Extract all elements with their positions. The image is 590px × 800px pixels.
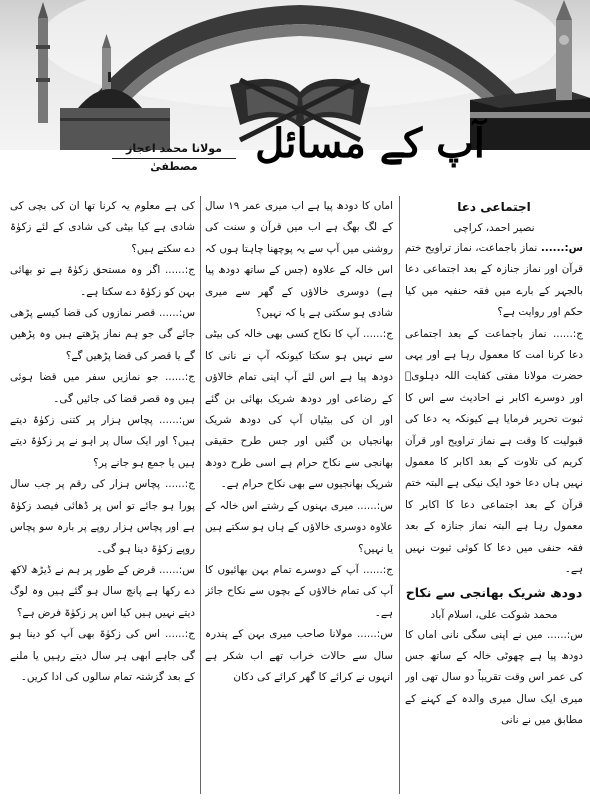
question-text: س:...... قصر نمازوں کی قضا کیسے پڑھی جائے گی جو ہم نماز پڑھتے ہیں وہ پڑھیں گے یا قصر کی قضا پڑھیں گے؟ [10, 307, 195, 362]
question-text: س:...... نماز باجماعت، نماز تراویح ختم قرآن اور نماز جنازہ کے بعد اجتماعی دعا بالجہر کے بارے میں فقہ حنفیہ میں کیا حکم اور روایت ہے؟ [405, 242, 583, 319]
answer-text: ج:...... پچاس ہزار کی رقم پر جب سال پورا ہو جائے تو اس پر ڈھائی فیصد زکوٰۃ ہے اور پچاس ہزار روپے پر بارہ سو پچاس روپے زکوٰۃ دینا ہو گی۔ [10, 478, 195, 555]
author-byline: مولانا محمد اعجاز مصطفیٰ [112, 140, 236, 159]
section-heading: اجتماعی دعا [457, 200, 531, 214]
column-middle [205, 196, 393, 794]
question-text: س:...... مولانا صاحب میری بہن کے پندرہ سال سے حالات خراب تھے اب شکر ہے انہوں نے کرائے کا گھر کرائے کی دکان [205, 628, 393, 683]
page-title: آپ کے مسائل [255, 120, 485, 167]
column-right [405, 196, 583, 794]
answer-text: ج:...... اگر وہ مستحق زکوٰۃ ہے تو بھائی بہن کو زکوٰۃ دے سکتا ہے۔ [10, 264, 195, 298]
question-text: س:...... قرض کے طور پر ہم نے ڈیڑھ لاکھ دے رکھا ہے پانچ سال ہو گئے ہیں وہ لوگ دیتے نہیں ہیں کیا اس پر زکوٰۃ فرض ہے؟ [10, 563, 195, 619]
question-author: محمد شوکت علی، اسلام آباد [430, 608, 558, 621]
question-text: س:...... پچاس ہزار پر کتنی زکوٰۃ دیتے ہیں؟ اور ایک سال پر اہو نے پر زکوٰۃ دیتے ہیں یا جمع ہو جانے پر؟ [10, 414, 195, 469]
answer-text: ج:...... آپ کے دوسرے تمام بہن بھائیوں کا آپ کی تمام خالاؤں کے بچوں سے نکاح جائز ہے۔ [205, 563, 393, 619]
question-text: س:...... میری بہنوں کے رشتے اس خالہ کے علاوہ دوسری خالاؤں کے ہاں ہو سکتے ہیں یا نہیں؟ [205, 499, 393, 555]
column-left [10, 196, 195, 794]
question-text: اماں کا دودھ پیا ہے اب میری عمر ۱۹ سال کے لگ بھگ ہے اب میں قرآن و سنت کی روشنی میں آپ سے یہ پوچھنا چاہتا ہوں کہ اس خالہ کے علاوہ (جس کے ساتھ دودھ پیا ہے) دوسری خالاؤں کے گھر سے میری شادی ہو سکتی ہے یا کہ نہیں؟ [205, 200, 393, 320]
answer-text: ج:...... آپ کا نکاح کسی بھی خالہ کی بیٹی سے نہیں ہو سکتا کیونکہ آپ نے نانی کا دودھ پیا ہے اس لئے آپ اپنی تمام خالاؤں کے رضاعی اور دودھ شریک بھائی بن گئے اور ان کی بیٹیاں آپ کی دودھ شریک بھانجیاں بن گئیں اور جس طرح حقیقی بھانجی سے نکاح حرام ہے اسی طرح دودھ شریک بھانجیوں سے بھی نکاح حرام ہے۔ [205, 328, 393, 491]
answer-text: ج:...... جو نمازیں سفر میں قضا ہوئی ہیں وہ قصر قضا کی جائیں گی۔ [10, 371, 195, 405]
answer-text: ج:...... اس کی زکوٰۃ بھی آپ کو دینا ہو گی جاہے ابھی ہر سال دیتے رہیں یا ملنے کے بعد گزشتہ تمام سالوں کی ادا کریں۔ [10, 628, 195, 683]
question-text: س:...... میں نے اپنی سگی نانی اماں کا دودھ پیا ہے چھوٹی خالہ کے ساتھ جس کی عمر اس وقت تقریباً دو سال تھی اور میری ایک سال میری والدہ کے کہنے کے مطابق میں نے نانی [405, 628, 583, 727]
column-divider [200, 196, 201, 794]
question-author: نصیر احمد، کراچی [453, 222, 535, 234]
answer-text: ج:...... نماز باجماعت کے بعد اجتماعی دعا کرنا امت کا معمول رہا ہے اور یہی حضرت مولانا مفتی کفایت اللہ دہلویؒ اور دوسرے اکابر نے احادیث سے اس کا ثبوت تحریر فرمایا ہے کیونکہ یہ دعا کی قبولیت کا وقت ہے نماز تراویح اور قرآن کریم کی تلاوت کے بعد اکابر کا معمول نہیں ہاں دعا خود ایک نیکی ہے البتہ ختم قرآن کے بعد اجتماعی دعا کا اکابر کا معمول رہا ہے البتہ نماز جنازہ کے بعد فقہ حنفی میں دعا کا کوئی ثبوت نہیں ہے۔ [405, 327, 583, 576]
column-divider [399, 196, 400, 794]
question-text: کی ہے معلوم یہ کرنا تھا ان کی بچی کی شادی ہے کیا بیٹی کی شادی کے لئے زکوٰۃ دے سکتے ہیں؟ [10, 200, 195, 255]
section-heading: دودھ شریک بھانجی سے نکاح [405, 584, 583, 600]
